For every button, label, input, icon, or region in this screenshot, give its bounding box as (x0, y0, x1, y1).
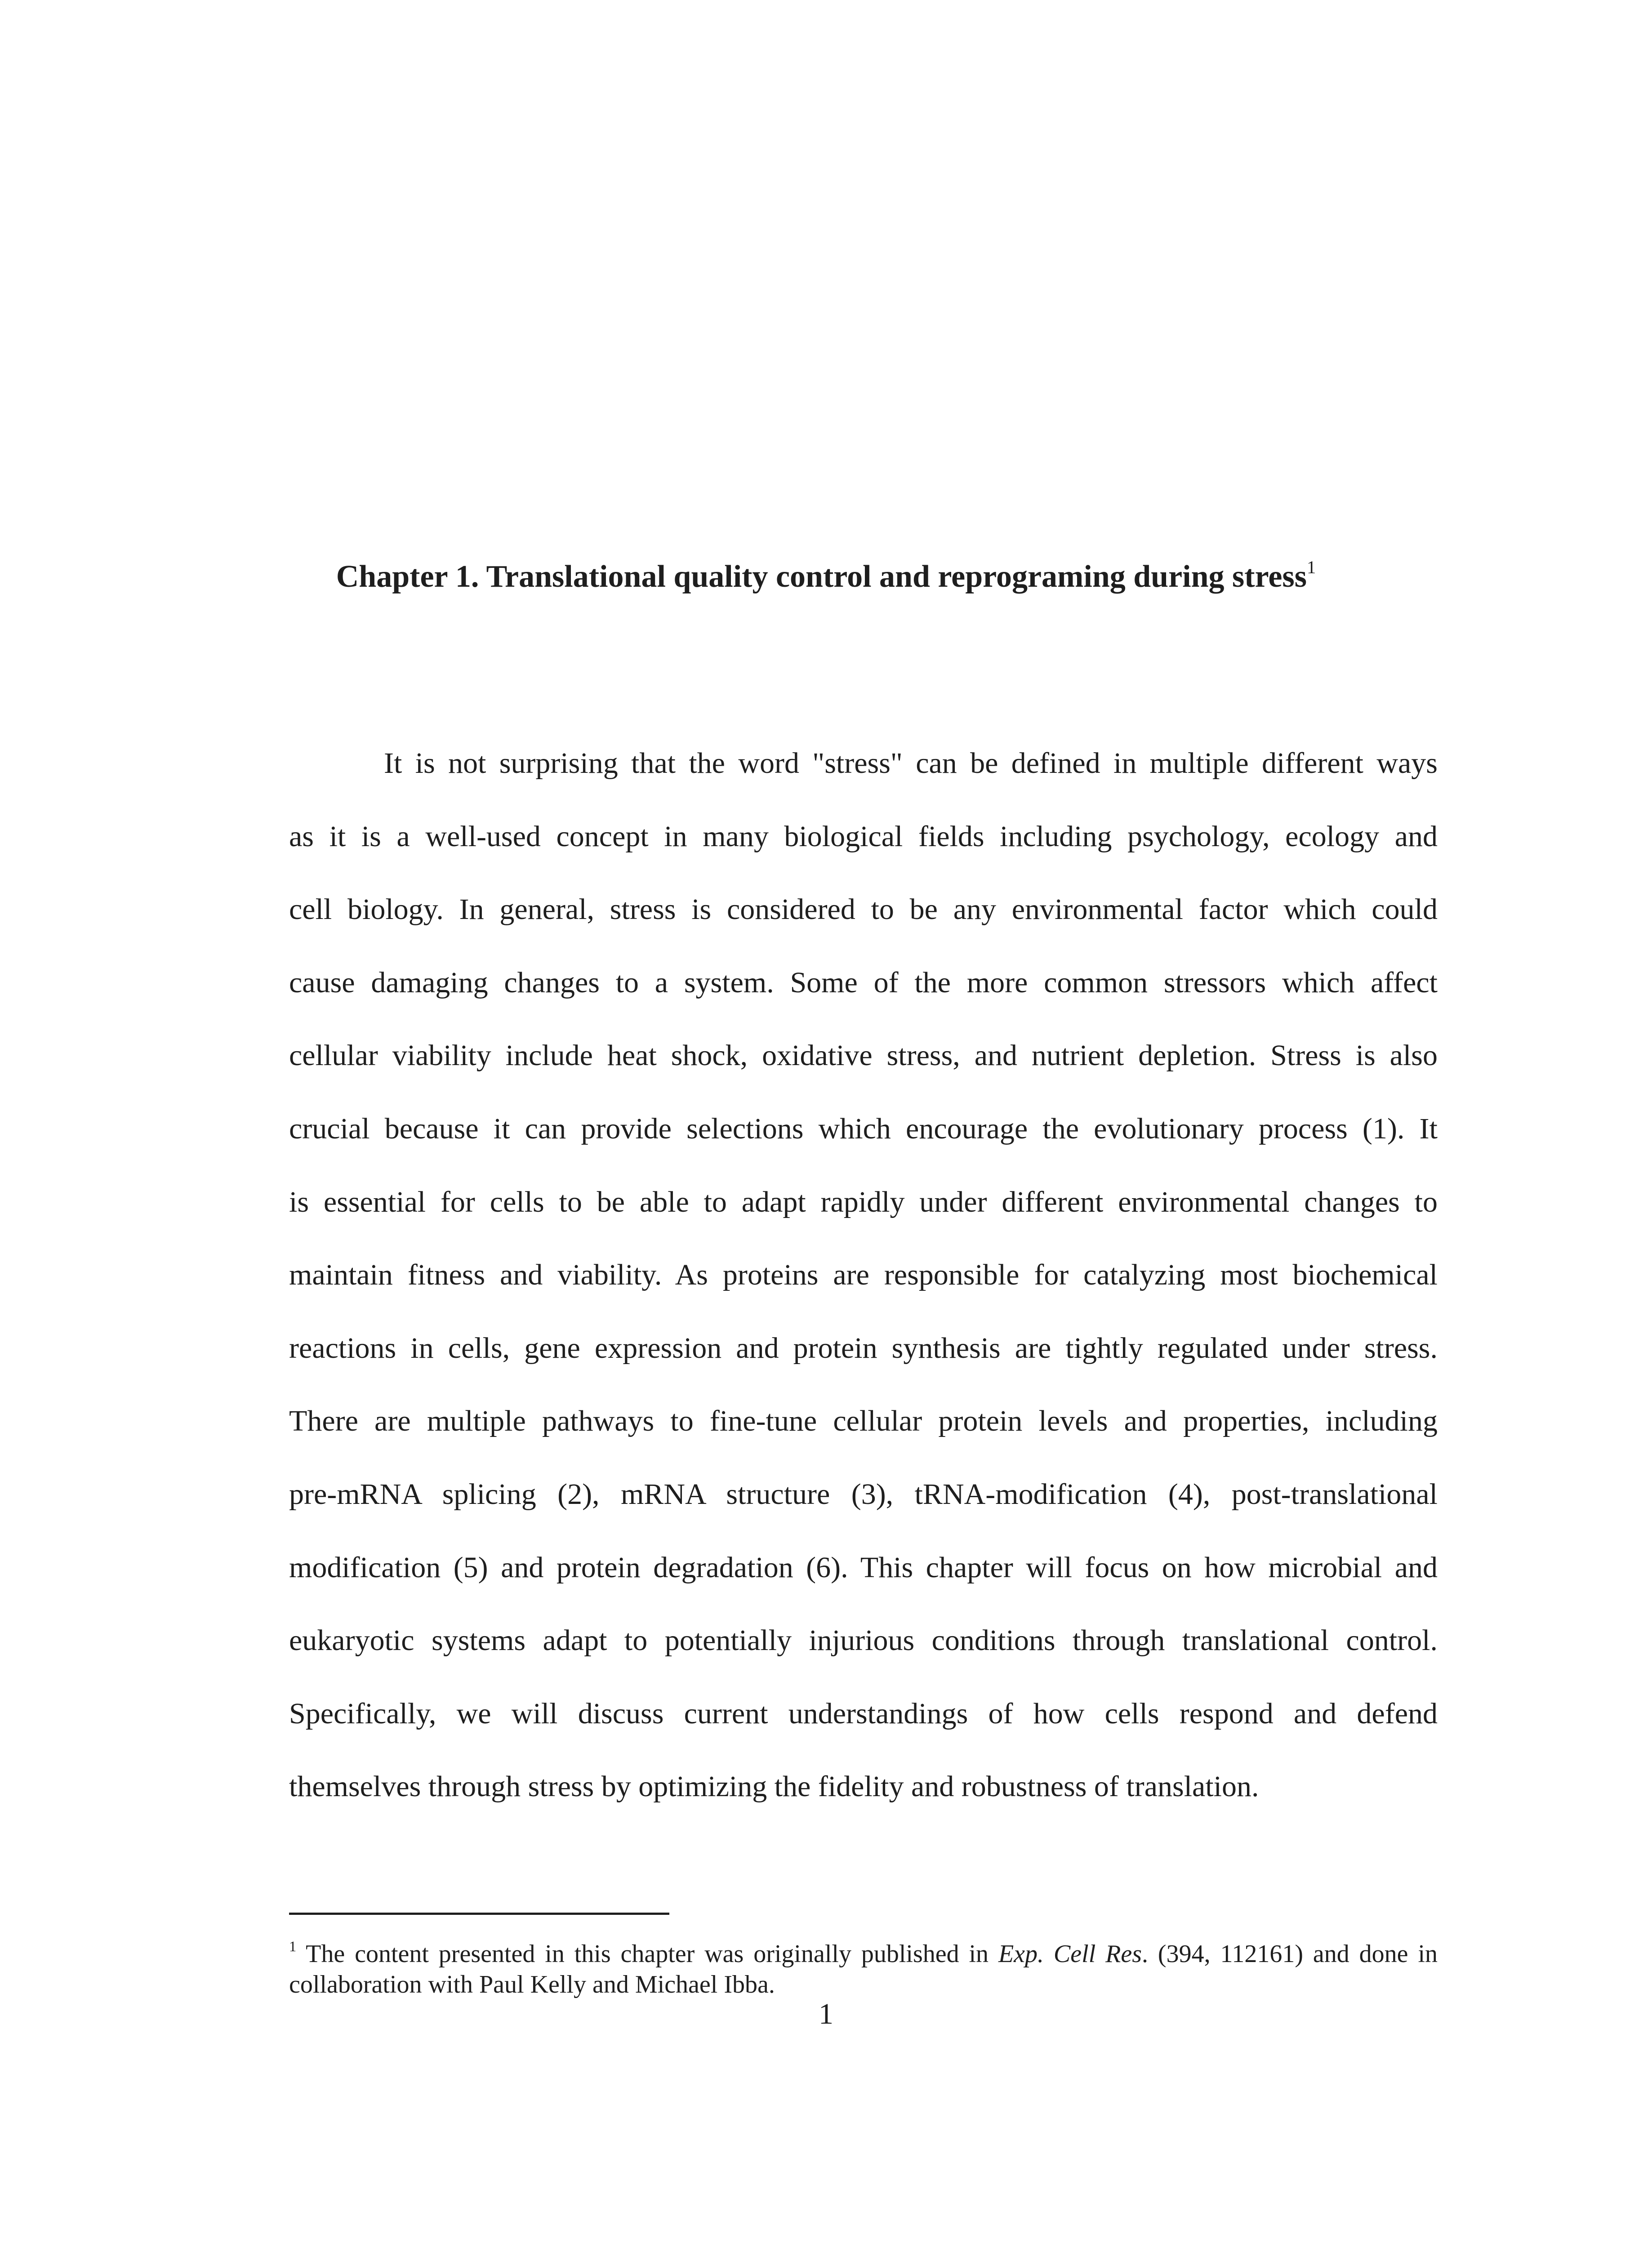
footnote-text-after: . (394, 112161) and done in collaboration with Paul Kelly and Michael Ibba. (289, 1940, 1438, 1998)
paragraph-line: pre-mRNA splicing (2), mRNA structure (3), tRNA-modification (4), post-translational (289, 1477, 1438, 1511)
paragraph-line: crucial because it can provide selections which encourage the evolutionary process (1). It (289, 1112, 1438, 1145)
paragraph-line: It is not surprising that the word "stress" can be defined in multiple different ways (384, 747, 1438, 780)
paragraph-line: There are multiple pathways to fine-tune cellular protein levels and properties, including (289, 1405, 1438, 1438)
paragraph-line: modification (5) and protein degradation (6). This chapter will focus on how microbial and (289, 1551, 1438, 1584)
paragraph-line: is essential for cells to be able to adapt rapidly under different environmental changes to (289, 1185, 1438, 1218)
paragraph-line: themselves through stress by optimizing the fidelity and robustness of translation. (289, 1770, 1259, 1803)
chapter-title-footnote-mark: 1 (1306, 557, 1316, 577)
paragraph-line: cause damaging changes to a system. Some of the more common stressors which affect (289, 966, 1438, 999)
footnote-journal: Exp. Cell Res (998, 1940, 1142, 1968)
footnote-text-before: The content presented in this chapter was originally published in (296, 1940, 998, 1968)
chapter-title (0, 557, 1652, 597)
footnote-divider (289, 1913, 669, 1915)
paragraph-line: eukaryotic systems adapt to potentially injurious conditions through translational control. (289, 1624, 1438, 1657)
body-paragraph (289, 727, 1438, 1824)
paragraph-line: reactions in cells, gene expression and protein synthesis are tightly regulated under stress. (289, 1331, 1438, 1365)
footnote (289, 1939, 1438, 2000)
page-number: 1 (819, 1998, 833, 2030)
paragraph-line: cellular viability include heat shock, oxidative stress, and nutrient depletion. Stress is also (289, 1039, 1438, 1072)
chapter-title-text: Chapter 1. Translational quality control and reprograming during stress (336, 559, 1307, 594)
paragraph-line: cell biology. In general, stress is considered to be any environmental factor which could (289, 893, 1438, 926)
footnote-mark: 1 (289, 1938, 297, 1955)
paragraph-line: Specifically, we will discuss current understandings of how cells respond and defend (289, 1697, 1438, 1730)
paragraph-line: maintain fitness and viability. As proteins are responsible for catalyzing most biochemical (289, 1258, 1438, 1292)
paragraph-line: as it is a well-used concept in many biological fields including psychology, ecology and (289, 820, 1438, 853)
